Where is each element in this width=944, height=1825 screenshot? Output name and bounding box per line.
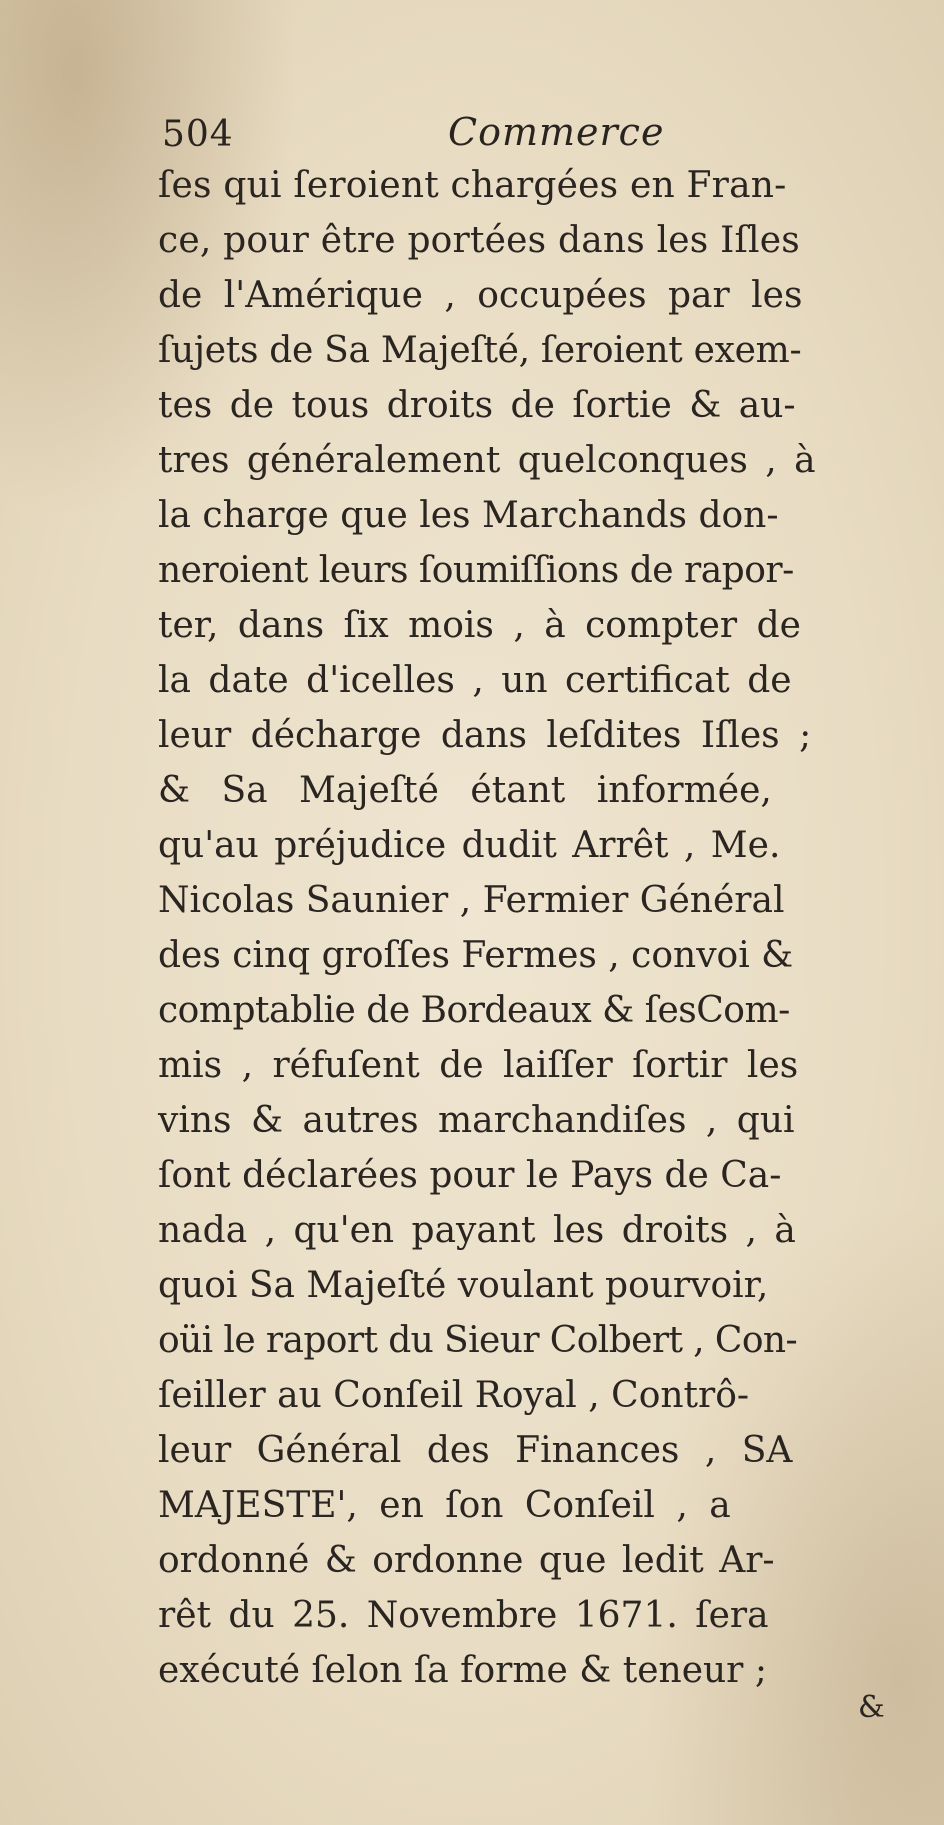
text-line: neroient leurs ſoumiſſions de rapor- [158,550,794,591]
page-number: 504 [162,114,234,155]
text-line: exécuté ſelon ſa forme & teneur ; [158,1650,767,1691]
text-line: la charge que les Marchands don- [158,495,779,536]
catchword: & [858,1690,885,1725]
text-line: tres généralement quelconques , à [158,440,816,481]
text-line: oüi le raport du Sieur Colbert , Con- [158,1320,798,1361]
body-text [158,158,920,1698]
text-line: & Sa Majeſté étant informée, [158,770,772,811]
text-line: mis , réfuſent de laiſſer ſortir les [158,1045,799,1086]
text-line: ordonné & ordonne que ledit Ar- [158,1540,775,1581]
text-line: Nicolas Saunier , Fermier Général [158,880,785,921]
text-line: ſont déclarées pour le Pays de Ca- [158,1155,782,1196]
text-line: quoi Sa Majeſté voulant pourvoir, [158,1265,769,1306]
text-line: ſeiller au Conſeil Royal , Contrô- [158,1375,750,1416]
text-line: qu'au préjudice dudit Arrêt , Me. [158,825,781,866]
text-line: des cinq groſſes Fermes , convoi & [158,935,794,976]
text-line: leur Général des Finances , SA [158,1430,793,1471]
text-line: de l'Amérique , occupées par les [158,275,803,316]
text-line: tes de tous droits de ſortie & au- [158,385,796,426]
text-line: leur décharge dans leſdites Iſles ; [158,715,812,756]
text-line: ſujets de Sa Majeſté, ſeroient exem- [158,330,802,371]
text-line: MAJESTE', en ſon Conſeil , a [158,1485,731,1526]
text-line: nada , qu'en payant les droits , à [158,1210,796,1251]
text-line: comptablie de Bordeaux & ſesCom- [158,990,790,1031]
text-line: la date d'icelles , un certificat de [158,660,792,701]
text-line: vins & autres marchandiſes , qui [158,1100,795,1141]
text-line: ter, dans ſix mois , à compter de [158,605,801,646]
running-head: Commerce [448,110,665,154]
page-header [162,106,862,166]
text-line: ſes qui ſeroient chargées en Fran- [158,165,787,206]
text-line: ce, pour être portées dans les Iſles [158,220,800,261]
text-line: rêt du 25. Novembre 1671. ſera [158,1595,769,1636]
